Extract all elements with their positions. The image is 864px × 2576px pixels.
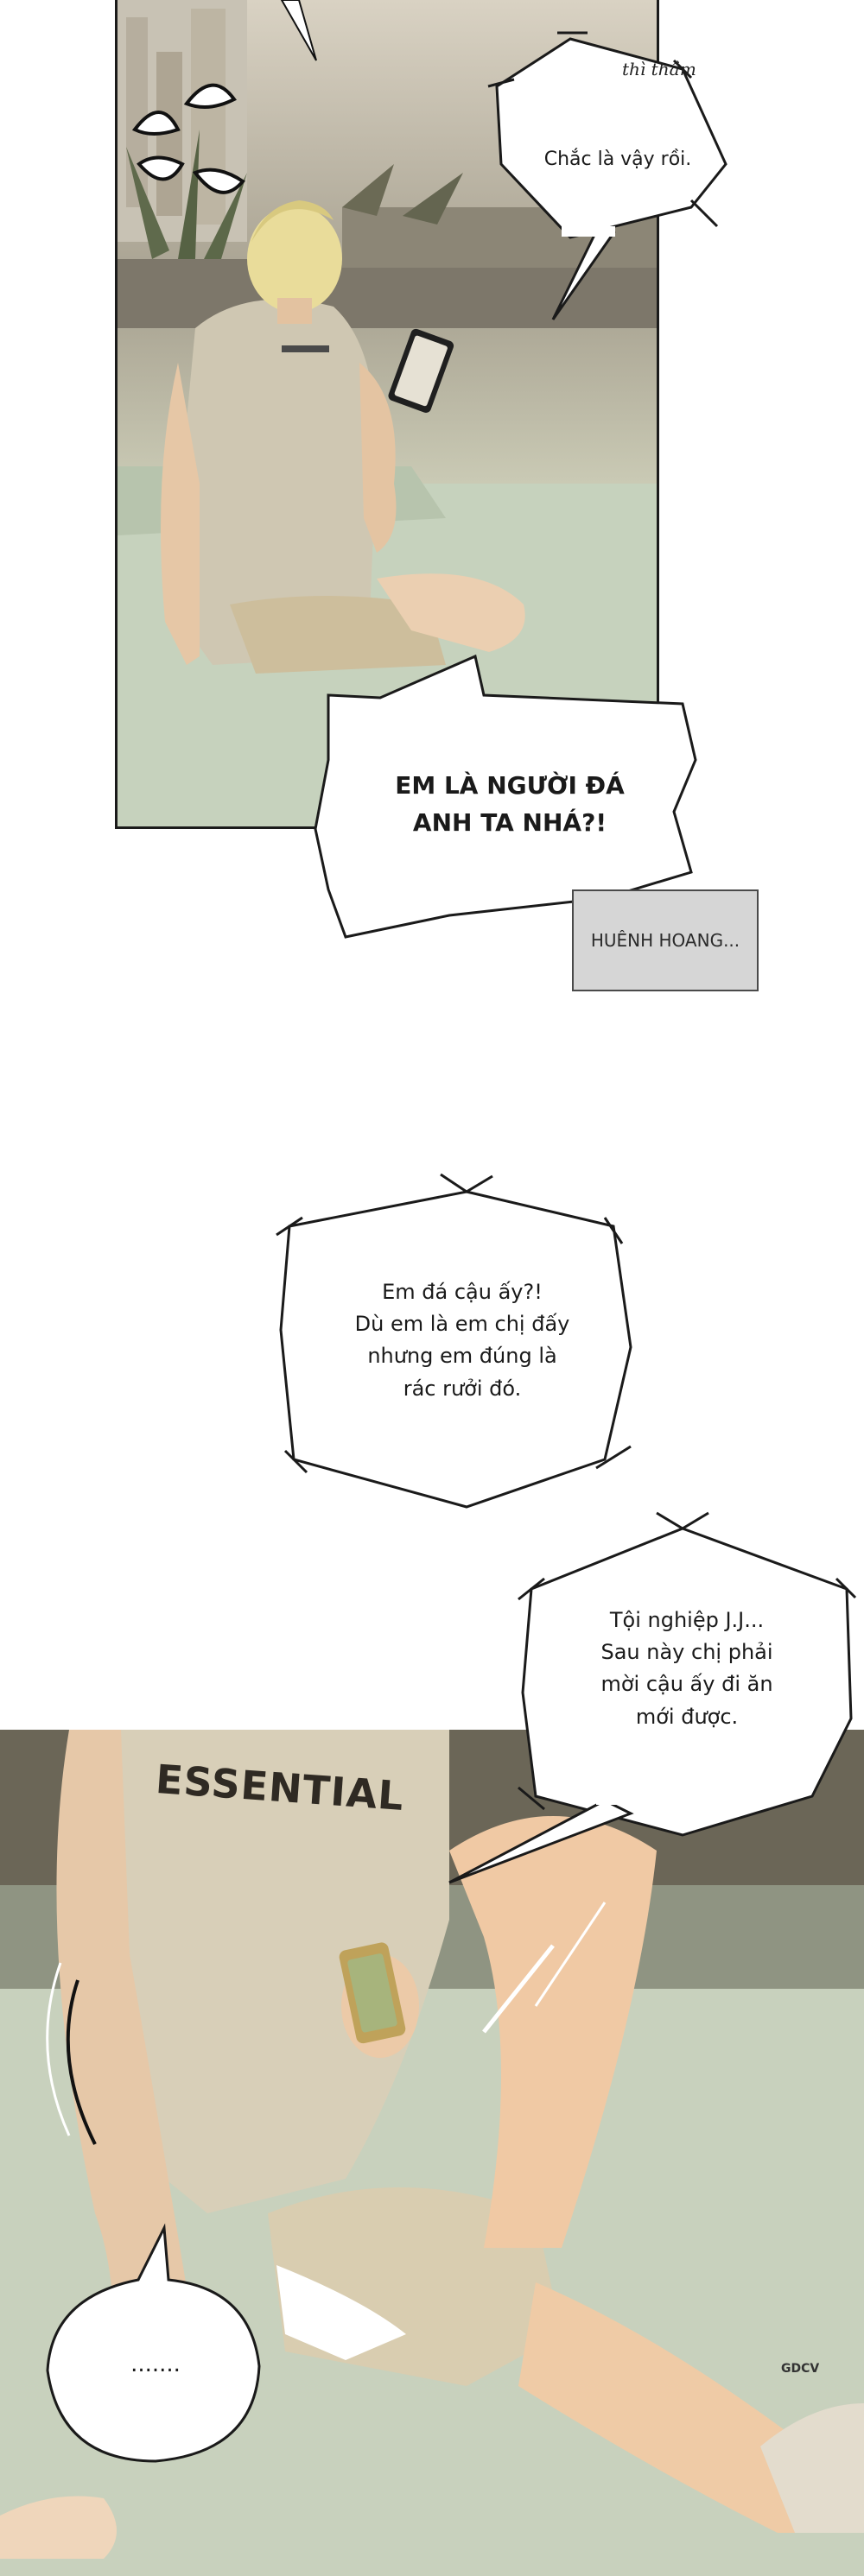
shirt-print: ESSENTIAL xyxy=(154,1756,406,1820)
shout-line-1: EM LÀ NGƯỜI ĐÁ xyxy=(395,771,625,800)
ellipsis-text: ....... xyxy=(130,2351,181,2377)
caption-text: HUÊNH HOANG... xyxy=(590,930,740,951)
hex-2-line-1: Tội nghiệp J.J... xyxy=(609,1608,765,1632)
hex-1-line-2: Dù em là em chị đấy xyxy=(354,1312,570,1337)
hex-2-line-3: mời cậu ấy đi ăn xyxy=(600,1672,773,1697)
hex-2-line-2: Sau này chị phải xyxy=(600,1640,773,1665)
shout-line-2: ANH TA NHÁ?! xyxy=(412,808,607,838)
hex-1-line-1: Em đá cậu ấy?! xyxy=(382,1280,543,1304)
hex-1-line-3: nhưng em đúng là xyxy=(367,1344,557,1369)
watermark: GDCV xyxy=(781,2362,820,2376)
hex-1-line-4: rác rưởi đó. xyxy=(403,1376,522,1401)
whisper-label: thì thầm xyxy=(622,59,696,79)
hex-2-line-4: mới được. xyxy=(635,1704,739,1729)
whisper-text: Chắc là vậy rồi. xyxy=(543,149,692,170)
